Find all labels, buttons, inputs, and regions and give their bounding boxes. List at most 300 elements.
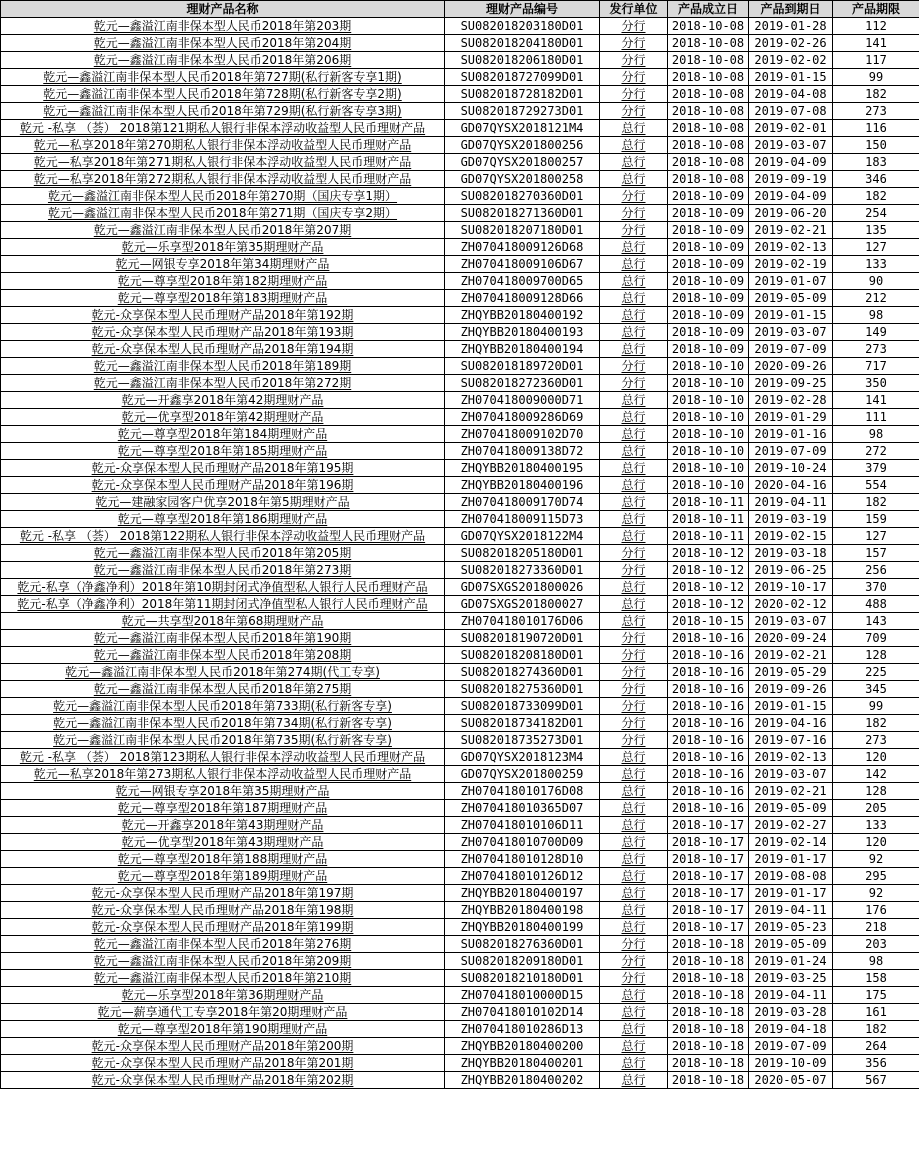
start-date-cell: 2018-10-10 <box>668 358 749 375</box>
issuing-unit-cell: 分行 <box>600 664 668 681</box>
end-date-cell: 2020-02-12 <box>749 596 833 613</box>
start-date-cell: 2018-10-18 <box>668 1055 749 1072</box>
start-date-cell: 2018-10-10 <box>668 443 749 460</box>
term-days-cell: 264 <box>833 1038 919 1055</box>
start-date-cell: 2018-10-08 <box>668 137 749 154</box>
issuing-unit-cell: 总行 <box>600 443 668 460</box>
product-name-cell[interactable]: 乾元—鑫溢江南非保本型人民币2018年第208期 <box>1 647 445 664</box>
product-code-cell: ZHQYBB20180400200 <box>445 1038 600 1055</box>
end-date-cell: 2019-07-08 <box>749 103 833 120</box>
table-row <box>1 970 919 987</box>
table-row <box>1 358 919 375</box>
start-date-cell: 2018-10-10 <box>668 426 749 443</box>
product-code-cell: GD07QYSX201800257 <box>445 154 600 171</box>
issuing-unit-cell: 分行 <box>600 205 668 222</box>
end-date-cell: 2019-02-13 <box>749 749 833 766</box>
issuing-unit-cell: 分行 <box>600 545 668 562</box>
term-days-cell: 98 <box>833 307 919 324</box>
issuing-unit-cell: 总行 <box>600 579 668 596</box>
product-name-cell[interactable]: 乾元—尊享型2018年第182期理财产品 <box>1 273 445 290</box>
product-name-cell[interactable]: 乾元—鑫溢江南非保本型人民币2018年第271期（国庆专享2期） <box>1 205 445 222</box>
term-days-cell: 112 <box>833 18 919 35</box>
product-name-cell[interactable]: 乾元—开鑫享2018年第42期理财产品 <box>1 392 445 409</box>
term-days-cell: 350 <box>833 375 919 392</box>
product-code-cell: ZH070418009126D68 <box>445 239 600 256</box>
start-date-cell: 2018-10-12 <box>668 562 749 579</box>
table-row <box>1 902 919 919</box>
issuing-unit-cell: 分行 <box>600 630 668 647</box>
product-code-cell: ZH070418010365D07 <box>445 800 600 817</box>
start-date-cell: 2018-10-16 <box>668 647 749 664</box>
end-date-cell: 2019-04-09 <box>749 154 833 171</box>
table-row <box>1 137 919 154</box>
end-date-cell: 2019-03-07 <box>749 766 833 783</box>
product-name-cell[interactable]: 乾元-私享（净鑫净利）2018年第11期封闭式净值型私人银行人民币理财产品 <box>1 596 445 613</box>
term-days-cell: 92 <box>833 885 919 902</box>
term-days-cell: 567 <box>833 1072 919 1089</box>
start-date-cell: 2018-10-16 <box>668 698 749 715</box>
product-name-cell[interactable]: 乾元-众享保本型人民币理财产品2018年第200期 <box>1 1038 445 1055</box>
product-name-cell[interactable]: 乾元 -私享 （荟） 2018第121期私人银行非保本浮动收益型人民币理财产品 <box>1 120 445 137</box>
issuing-unit-cell: 总行 <box>600 494 668 511</box>
product-code-cell: GD07SXGS201800026 <box>445 579 600 596</box>
term-days-cell: 212 <box>833 290 919 307</box>
term-days-cell: 120 <box>833 834 919 851</box>
issuing-unit-cell: 分行 <box>600 698 668 715</box>
end-date-cell: 2019-04-11 <box>749 987 833 1004</box>
product-code-cell: SU082018190720D01 <box>445 630 600 647</box>
table-row <box>1 1004 919 1021</box>
product-code-cell: SU082018206180D01 <box>445 52 600 69</box>
end-date-cell: 2019-01-17 <box>749 851 833 868</box>
product-name-cell[interactable]: 乾元—鑫溢江南非保本型人民币2018年第205期 <box>1 545 445 562</box>
table-row <box>1 290 919 307</box>
start-date-cell: 2018-10-09 <box>668 256 749 273</box>
table-row <box>1 256 919 273</box>
product-name-cell[interactable]: 乾元-众享保本型人民币理财产品2018年第193期 <box>1 324 445 341</box>
end-date-cell: 2019-02-01 <box>749 120 833 137</box>
product-code-cell: SU082018274360D01 <box>445 664 600 681</box>
product-code-cell: ZHQYBB20180400196 <box>445 477 600 494</box>
table-row <box>1 834 919 851</box>
issuing-unit-cell: 总行 <box>600 613 668 630</box>
product-name-cell[interactable]: 乾元—尊享型2018年第187期理财产品 <box>1 800 445 817</box>
table-row <box>1 35 919 52</box>
table-row <box>1 885 919 902</box>
table-row <box>1 494 919 511</box>
issuing-unit-cell: 总行 <box>600 120 668 137</box>
table-row <box>1 817 919 834</box>
issuing-unit-cell: 总行 <box>600 817 668 834</box>
table-row <box>1 766 919 783</box>
product-name-cell[interactable]: 乾元—共享型2018年第68期理财产品 <box>1 613 445 630</box>
product-code-cell: ZH070418009128D66 <box>445 290 600 307</box>
product-name-cell[interactable]: 乾元-众享保本型人民币理财产品2018年第201期 <box>1 1055 445 1072</box>
issuing-unit-cell: 总行 <box>600 1004 668 1021</box>
product-name-cell[interactable]: 乾元—鑫溢江南非保本型人民币2018年第729期(私行新客专享3期) <box>1 103 445 120</box>
start-date-cell: 2018-10-16 <box>668 630 749 647</box>
issuing-unit-cell: 分行 <box>600 222 668 239</box>
term-days-cell: 128 <box>833 647 919 664</box>
end-date-cell: 2019-04-18 <box>749 1021 833 1038</box>
table-row <box>1 613 919 630</box>
term-days-cell: 159 <box>833 511 919 528</box>
table-row <box>1 392 919 409</box>
term-days-cell: 182 <box>833 1021 919 1038</box>
start-date-cell: 2018-10-10 <box>668 477 749 494</box>
term-days-cell: 273 <box>833 732 919 749</box>
product-name-cell[interactable]: 乾元-众享保本型人民币理财产品2018年第192期 <box>1 307 445 324</box>
product-name-cell[interactable]: 乾元—鑫溢江南非保本型人民币2018年第274期(代工专享) <box>1 664 445 681</box>
product-name-cell[interactable]: 乾元-众享保本型人民币理财产品2018年第195期 <box>1 460 445 477</box>
col-header-product-code: 理财产品编号 <box>445 1 600 18</box>
table-row <box>1 222 919 239</box>
col-header-start-date: 产品成立日 <box>668 1 749 18</box>
end-date-cell: 2020-04-16 <box>749 477 833 494</box>
end-date-cell: 2019-10-24 <box>749 460 833 477</box>
issuing-unit-cell: 总行 <box>600 392 668 409</box>
product-code-cell: ZHQYBB20180400201 <box>445 1055 600 1072</box>
issuing-unit-cell: 总行 <box>600 137 668 154</box>
issuing-unit-cell: 分行 <box>600 358 668 375</box>
table-row <box>1 596 919 613</box>
term-days-cell: 183 <box>833 154 919 171</box>
product-name-cell[interactable]: 乾元-众享保本型人民币理财产品2018年第196期 <box>1 477 445 494</box>
term-days-cell: 182 <box>833 494 919 511</box>
start-date-cell: 2018-10-09 <box>668 205 749 222</box>
table-row <box>1 868 919 885</box>
start-date-cell: 2018-10-17 <box>668 834 749 851</box>
start-date-cell: 2018-10-09 <box>668 188 749 205</box>
product-name-cell[interactable]: 乾元-众享保本型人民币理财产品2018年第202期 <box>1 1072 445 1089</box>
product-name-cell[interactable]: 乾元—尊享型2018年第184期理财产品 <box>1 426 445 443</box>
term-days-cell: 157 <box>833 545 919 562</box>
issuing-unit-cell: 总行 <box>600 409 668 426</box>
product-code-cell: ZH070418010000D15 <box>445 987 600 1004</box>
product-name-cell[interactable]: 乾元—鑫溢江南非保本型人民币2018年第273期 <box>1 562 445 579</box>
col-header-issuing-unit: 发行单位 <box>600 1 668 18</box>
product-name-cell[interactable]: 乾元—鑫溢江南非保本型人民币2018年第734期(私行新客专享) <box>1 715 445 732</box>
issuing-unit-cell: 分行 <box>600 69 668 86</box>
start-date-cell: 2018-10-09 <box>668 307 749 324</box>
end-date-cell: 2019-07-16 <box>749 732 833 749</box>
product-code-cell: GD07QYSX2018122M4 <box>445 528 600 545</box>
end-date-cell: 2019-03-19 <box>749 511 833 528</box>
start-date-cell: 2018-10-17 <box>668 868 749 885</box>
term-days-cell: 98 <box>833 426 919 443</box>
table-row <box>1 800 919 817</box>
end-date-cell: 2019-03-07 <box>749 324 833 341</box>
product-name-cell[interactable]: 乾元-众享保本型人民币理财产品2018年第194期 <box>1 341 445 358</box>
product-name-cell[interactable]: 乾元—鑫溢江南非保本型人民币2018年第210期 <box>1 970 445 987</box>
end-date-cell: 2019-03-25 <box>749 970 833 987</box>
table-row <box>1 1021 919 1038</box>
col-header-end-date: 产品到期日 <box>749 1 833 18</box>
product-name-cell[interactable]: 乾元—鑫溢江南非保本型人民币2018年第275期 <box>1 681 445 698</box>
issuing-unit-cell: 总行 <box>600 919 668 936</box>
start-date-cell: 2018-10-18 <box>668 1021 749 1038</box>
start-date-cell: 2018-10-09 <box>668 273 749 290</box>
product-name-cell[interactable]: 乾元—鑫溢江南非保本型人民币2018年第204期 <box>1 35 445 52</box>
term-days-cell: 128 <box>833 783 919 800</box>
issuing-unit-cell: 总行 <box>600 1055 668 1072</box>
term-days-cell: 205 <box>833 800 919 817</box>
product-name-cell[interactable]: 乾元—乐享型2018年第35期理财产品 <box>1 239 445 256</box>
table-row <box>1 341 919 358</box>
start-date-cell: 2018-10-18 <box>668 953 749 970</box>
product-name-cell[interactable]: 乾元—尊享型2018年第185期理财产品 <box>1 443 445 460</box>
product-name-cell[interactable]: 乾元—优享型2018年第42期理财产品 <box>1 409 445 426</box>
product-name-cell[interactable]: 乾元—鑫溢江南非保本型人民币2018年第276期 <box>1 936 445 953</box>
end-date-cell: 2019-06-25 <box>749 562 833 579</box>
product-name-cell[interactable]: 乾元—尊享型2018年第190期理财产品 <box>1 1021 445 1038</box>
product-name-cell[interactable]: 乾元—尊享型2018年第189期理财产品 <box>1 868 445 885</box>
start-date-cell: 2018-10-08 <box>668 35 749 52</box>
issuing-unit-cell: 总行 <box>600 766 668 783</box>
end-date-cell: 2019-01-28 <box>749 18 833 35</box>
product-code-cell: SU082018272360D01 <box>445 375 600 392</box>
start-date-cell: 2018-10-09 <box>668 324 749 341</box>
issuing-unit-cell: 总行 <box>600 868 668 885</box>
product-code-cell: SU082018729273D01 <box>445 103 600 120</box>
product-code-cell: ZH070418009138D72 <box>445 443 600 460</box>
term-days-cell: 176 <box>833 902 919 919</box>
issuing-unit-cell: 总行 <box>600 307 668 324</box>
table-row <box>1 171 919 188</box>
product-code-cell: ZHQYBB20180400199 <box>445 919 600 936</box>
table-row <box>1 324 919 341</box>
issuing-unit-cell: 总行 <box>600 1038 668 1055</box>
end-date-cell: 2019-06-20 <box>749 205 833 222</box>
product-name-cell[interactable]: 乾元—私享2018年第270期私人银行非保本浮动收益型人民币理财产品 <box>1 137 445 154</box>
product-code-cell: ZH070418009000D71 <box>445 392 600 409</box>
term-days-cell: 161 <box>833 1004 919 1021</box>
product-name-cell[interactable]: 乾元—鑫溢江南非保本型人民币2018年第728期(私行新客专享2期) <box>1 86 445 103</box>
term-days-cell: 116 <box>833 120 919 137</box>
issuing-unit-cell: 总行 <box>600 460 668 477</box>
product-code-cell: SU082018270360D01 <box>445 188 600 205</box>
end-date-cell: 2019-01-15 <box>749 307 833 324</box>
product-name-cell[interactable]: 乾元—鑫溢江南非保本型人民币2018年第733期(私行新客专享) <box>1 698 445 715</box>
product-code-cell: ZH070418010176D08 <box>445 783 600 800</box>
start-date-cell: 2018-10-10 <box>668 409 749 426</box>
term-days-cell: 133 <box>833 817 919 834</box>
issuing-unit-cell: 分行 <box>600 970 668 987</box>
term-days-cell: 182 <box>833 715 919 732</box>
end-date-cell: 2019-01-29 <box>749 409 833 426</box>
start-date-cell: 2018-10-18 <box>668 970 749 987</box>
product-name-cell[interactable]: 乾元—鑫溢江南非保本型人民币2018年第206期 <box>1 52 445 69</box>
start-date-cell: 2018-10-09 <box>668 239 749 256</box>
end-date-cell: 2019-09-19 <box>749 171 833 188</box>
start-date-cell: 2018-10-08 <box>668 18 749 35</box>
product-name-cell[interactable]: 乾元-众享保本型人民币理财产品2018年第197期 <box>1 885 445 902</box>
table-row <box>1 511 919 528</box>
product-name-cell[interactable]: 乾元-众享保本型人民币理财产品2018年第198期 <box>1 902 445 919</box>
start-date-cell: 2018-10-18 <box>668 936 749 953</box>
issuing-unit-cell: 分行 <box>600 562 668 579</box>
term-days-cell: 370 <box>833 579 919 596</box>
product-name-cell[interactable]: 乾元-私享（净鑫净利）2018年第10期封闭式净值型私人银行人民币理财产品 <box>1 579 445 596</box>
product-code-cell: SU082018189720D01 <box>445 358 600 375</box>
end-date-cell: 2019-03-07 <box>749 137 833 154</box>
start-date-cell: 2018-10-17 <box>668 817 749 834</box>
term-days-cell: 356 <box>833 1055 919 1072</box>
product-name-cell[interactable]: 乾元—尊享型2018年第188期理财产品 <box>1 851 445 868</box>
issuing-unit-cell: 分行 <box>600 953 668 970</box>
table-row <box>1 715 919 732</box>
start-date-cell: 2018-10-16 <box>668 732 749 749</box>
issuing-unit-cell: 总行 <box>600 239 668 256</box>
product-code-cell: SU082018728182D01 <box>445 86 600 103</box>
product-name-cell[interactable]: 乾元—鑫溢江南非保本型人民币2018年第727期(私行新客专享1期) <box>1 69 445 86</box>
start-date-cell: 2018-10-11 <box>668 511 749 528</box>
term-days-cell: 141 <box>833 392 919 409</box>
product-code-cell: SU082018276360D01 <box>445 936 600 953</box>
table-row <box>1 239 919 256</box>
product-name-cell[interactable]: 乾元—开鑫享2018年第43期理财产品 <box>1 817 445 834</box>
issuing-unit-cell: 分行 <box>600 732 668 749</box>
issuing-unit-cell: 总行 <box>600 341 668 358</box>
product-name-cell[interactable]: 乾元—鑫溢江南非保本型人民币2018年第272期 <box>1 375 445 392</box>
product-name-cell[interactable]: 乾元—尊享型2018年第183期理财产品 <box>1 290 445 307</box>
term-days-cell: 141 <box>833 35 919 52</box>
product-name-cell[interactable]: 乾元 -私享 （荟） 2018第122期私人银行非保本浮动收益型人民币理财产品 <box>1 528 445 545</box>
product-name-cell[interactable]: 乾元—私享2018年第271期私人银行非保本浮动收益型人民币理财产品 <box>1 154 445 171</box>
end-date-cell: 2019-05-29 <box>749 664 833 681</box>
start-date-cell: 2018-10-12 <box>668 545 749 562</box>
issuing-unit-cell: 分行 <box>600 715 668 732</box>
product-code-cell: SU082018210180D01 <box>445 970 600 987</box>
product-code-cell: GD07QYSX201800258 <box>445 171 600 188</box>
end-date-cell: 2019-03-07 <box>749 613 833 630</box>
start-date-cell: 2018-10-18 <box>668 1072 749 1089</box>
issuing-unit-cell: 总行 <box>600 596 668 613</box>
end-date-cell: 2019-03-18 <box>749 545 833 562</box>
product-name-cell[interactable]: 乾元—鑫溢江南非保本型人民币2018年第190期 <box>1 630 445 647</box>
term-days-cell: 150 <box>833 137 919 154</box>
product-code-cell: ZHQYBB20180400193 <box>445 324 600 341</box>
table-row <box>1 987 919 1004</box>
issuing-unit-cell: 总行 <box>600 171 668 188</box>
issuing-unit-cell: 总行 <box>600 749 668 766</box>
start-date-cell: 2018-10-15 <box>668 613 749 630</box>
term-days-cell: 90 <box>833 273 919 290</box>
start-date-cell: 2018-10-10 <box>668 375 749 392</box>
table-row <box>1 647 919 664</box>
end-date-cell: 2019-10-09 <box>749 1055 833 1072</box>
issuing-unit-cell: 总行 <box>600 987 668 1004</box>
table-row <box>1 681 919 698</box>
product-code-cell: SU082018727099D01 <box>445 69 600 86</box>
end-date-cell: 2020-05-07 <box>749 1072 833 1089</box>
product-name-cell[interactable]: 乾元—网银专享2018年第34期理财产品 <box>1 256 445 273</box>
product-name-cell[interactable]: 乾元—网银专享2018年第35期理财产品 <box>1 783 445 800</box>
issuing-unit-cell: 分行 <box>600 681 668 698</box>
product-name-cell[interactable]: 乾元—鑫溢江南非保本型人民币2018年第207期 <box>1 222 445 239</box>
product-name-cell[interactable]: 乾元—鑫溢江南非保本型人民币2018年第189期 <box>1 358 445 375</box>
product-name-cell[interactable]: 乾元—乐享型2018年第36期理财产品 <box>1 987 445 1004</box>
product-name-cell[interactable]: 乾元—鑫溢江南非保本型人民币2018年第735期(私行新客专享) <box>1 732 445 749</box>
start-date-cell: 2018-10-17 <box>668 902 749 919</box>
issuing-unit-cell: 总行 <box>600 528 668 545</box>
term-days-cell: 98 <box>833 953 919 970</box>
term-days-cell: 127 <box>833 239 919 256</box>
start-date-cell: 2018-10-12 <box>668 579 749 596</box>
table-row <box>1 205 919 222</box>
start-date-cell: 2018-10-17 <box>668 919 749 936</box>
product-name-cell[interactable]: 乾元—鑫溢江南非保本型人民币2018年第270期（国庆专享1期） <box>1 188 445 205</box>
table-row <box>1 1072 919 1089</box>
end-date-cell: 2019-02-15 <box>749 528 833 545</box>
term-days-cell: 135 <box>833 222 919 239</box>
product-code-cell: SU082018275360D01 <box>445 681 600 698</box>
table-row <box>1 18 919 35</box>
product-name-cell[interactable]: 乾元—优享型2018年第43期理财产品 <box>1 834 445 851</box>
product-name-cell[interactable]: 乾元—薪享通代工专享2018年第20期理财产品 <box>1 1004 445 1021</box>
term-days-cell: 175 <box>833 987 919 1004</box>
start-date-cell: 2018-10-08 <box>668 171 749 188</box>
product-code-cell: ZH070418010700D09 <box>445 834 600 851</box>
start-date-cell: 2018-10-18 <box>668 1038 749 1055</box>
start-date-cell: 2018-10-16 <box>668 800 749 817</box>
product-name-cell[interactable]: 乾元—鑫溢江南非保本型人民币2018年第203期 <box>1 18 445 35</box>
product-code-cell: SU082018205180D01 <box>445 545 600 562</box>
end-date-cell: 2019-04-11 <box>749 902 833 919</box>
product-name-cell[interactable]: 乾元—建融家园客户优享2018年第5期理财产品 <box>1 494 445 511</box>
end-date-cell: 2019-07-09 <box>749 443 833 460</box>
term-days-cell: 158 <box>833 970 919 987</box>
issuing-unit-cell: 总行 <box>600 477 668 494</box>
product-name-cell[interactable]: 乾元—私享2018年第273期私人银行非保本浮动收益型人民币理财产品 <box>1 766 445 783</box>
start-date-cell: 2018-10-17 <box>668 885 749 902</box>
product-name-cell[interactable]: 乾元—尊享型2018年第186期理财产品 <box>1 511 445 528</box>
end-date-cell: 2019-05-09 <box>749 800 833 817</box>
end-date-cell: 2019-02-19 <box>749 256 833 273</box>
end-date-cell: 2019-01-07 <box>749 273 833 290</box>
end-date-cell: 2020-09-26 <box>749 358 833 375</box>
product-code-cell: ZH070418009170D74 <box>445 494 600 511</box>
start-date-cell: 2018-10-09 <box>668 222 749 239</box>
issuing-unit-cell: 总行 <box>600 885 668 902</box>
end-date-cell: 2019-07-09 <box>749 1038 833 1055</box>
product-code-cell: SU082018209180D01 <box>445 953 600 970</box>
product-name-cell[interactable]: 乾元—鑫溢江南非保本型人民币2018年第209期 <box>1 953 445 970</box>
end-date-cell: 2019-04-11 <box>749 494 833 511</box>
product-name-cell[interactable]: 乾元—私享2018年第272期私人银行非保本浮动收益型人民币理财产品 <box>1 171 445 188</box>
end-date-cell: 2019-02-21 <box>749 222 833 239</box>
issuing-unit-cell: 分行 <box>600 52 668 69</box>
start-date-cell: 2018-10-08 <box>668 86 749 103</box>
term-days-cell: 225 <box>833 664 919 681</box>
product-name-cell[interactable]: 乾元-众享保本型人民币理财产品2018年第199期 <box>1 919 445 936</box>
product-code-cell: ZH070418009286D69 <box>445 409 600 426</box>
product-code-cell: ZHQYBB20180400194 <box>445 341 600 358</box>
end-date-cell: 2019-02-14 <box>749 834 833 851</box>
end-date-cell: 2019-10-17 <box>749 579 833 596</box>
table-row <box>1 103 919 120</box>
term-days-cell: 142 <box>833 766 919 783</box>
term-days-cell: 149 <box>833 324 919 341</box>
table-row <box>1 630 919 647</box>
table-header-row <box>1 1 919 18</box>
product-code-cell: ZH070418009106D67 <box>445 256 600 273</box>
product-name-cell[interactable]: 乾元 -私享 （荟） 2018第123期私人银行非保本浮动收益型人民币理财产品 <box>1 749 445 766</box>
start-date-cell: 2018-10-08 <box>668 52 749 69</box>
start-date-cell: 2018-10-12 <box>668 596 749 613</box>
product-code-cell: ZH070418010126D12 <box>445 868 600 885</box>
term-days-cell: 127 <box>833 528 919 545</box>
